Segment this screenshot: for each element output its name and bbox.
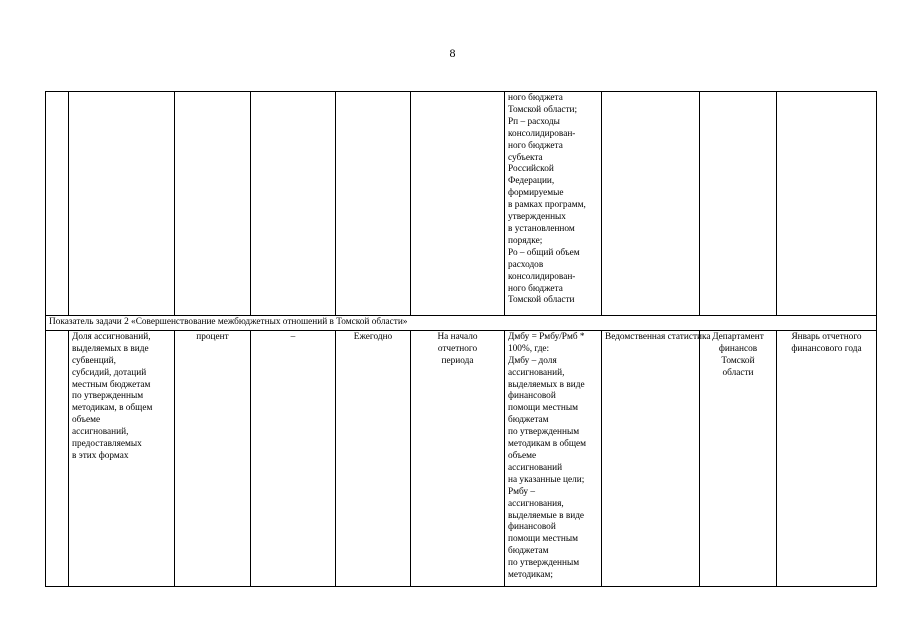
method-line: помощи местным bbox=[508, 534, 578, 545]
method-line: ассигнований, bbox=[508, 367, 565, 378]
method-line: Томской области; bbox=[508, 104, 578, 115]
method-line: бюджетам bbox=[508, 415, 549, 426]
indicator-method bbox=[505, 330, 602, 586]
method-line: Рп – расходы bbox=[508, 116, 560, 127]
method-line: ного бюджета bbox=[508, 140, 563, 151]
method-line: Рмбу – bbox=[508, 486, 536, 497]
method-line: помощи местным bbox=[508, 403, 578, 414]
indicator-name-line: выделяемых в виде bbox=[72, 343, 149, 354]
indicator-unit: процент bbox=[175, 330, 251, 586]
basic-indicator-line: На начало bbox=[437, 331, 478, 342]
method-line: Дмбу = Рмбу/Рмб * bbox=[508, 331, 585, 342]
method-line: выделяемые в виде bbox=[508, 510, 585, 521]
method-line: на указанные цели; bbox=[508, 474, 585, 485]
indicator-responsible bbox=[700, 330, 777, 586]
method-line: Дмбу – доля bbox=[508, 355, 557, 366]
method-line: выделяемых в виде bbox=[508, 379, 585, 390]
responsible-line: области bbox=[722, 367, 754, 378]
cell-responsible bbox=[700, 92, 777, 316]
cell-deadline bbox=[777, 92, 877, 316]
indicator-name-line: объеме bbox=[72, 415, 101, 426]
indicator-name-line: субвенций, bbox=[72, 355, 116, 366]
method-line: методикам в общем bbox=[508, 439, 587, 450]
method-line: ассигнований bbox=[508, 462, 563, 473]
method-line: ассигнования, bbox=[508, 498, 564, 509]
method-line: консолидирован- bbox=[508, 271, 576, 282]
indicator-name-line: ассигнований, bbox=[72, 427, 129, 438]
indicator-name-line: Доля ассигнований, bbox=[72, 331, 151, 342]
method-line: порядке; bbox=[508, 235, 543, 246]
indicator-dash: – bbox=[251, 330, 336, 586]
indicator-source: Ведомственная статистика bbox=[602, 330, 700, 586]
table-row-continuation bbox=[46, 92, 877, 316]
method-line: формируемые bbox=[508, 188, 564, 199]
method-line: по утвержденным bbox=[508, 558, 580, 569]
method-line: Ро – общий объем bbox=[508, 247, 580, 258]
indicators-table bbox=[45, 91, 877, 587]
method-line: ного бюджета bbox=[508, 283, 563, 294]
responsible-line: Томской bbox=[721, 355, 755, 366]
deadline-line: Январь отчетного bbox=[791, 331, 862, 342]
indicator-name-line: субсидий, дотаций bbox=[72, 367, 147, 378]
cell-type bbox=[251, 92, 336, 316]
indicator-name-line: местным бюджетам bbox=[72, 379, 151, 390]
indicator-name-line: методикам, в общем bbox=[72, 403, 153, 414]
indicator-deadline bbox=[777, 330, 877, 586]
page-number: 8 bbox=[449, 46, 456, 60]
cell-name bbox=[69, 92, 175, 316]
indicator-name-line: в этих формах bbox=[72, 450, 129, 461]
method-line: Российской bbox=[508, 164, 554, 175]
method-line: ного бюджета bbox=[508, 93, 563, 103]
method-line: Федерации, bbox=[508, 176, 555, 187]
method-line: по утвержденным bbox=[508, 427, 580, 438]
indicator-name-line: предоставляемых bbox=[72, 439, 142, 450]
responsible-line: финансов bbox=[718, 343, 758, 354]
cell-unit bbox=[175, 92, 251, 316]
method-line: Томской области bbox=[508, 295, 575, 306]
method-line: расходов bbox=[508, 259, 544, 270]
table-row-indicator bbox=[46, 330, 877, 586]
indicator-name-line: по утвержденным bbox=[72, 391, 144, 402]
cell-basic-indicators bbox=[411, 92, 505, 316]
method-line: консолидирован- bbox=[508, 128, 576, 139]
indicator-frequency: Ежегодно bbox=[336, 330, 411, 586]
basic-indicator-line: отчетного bbox=[437, 343, 478, 354]
method-line: в рамках программ, bbox=[508, 200, 586, 211]
cell-frequency bbox=[336, 92, 411, 316]
table-row-section-header bbox=[46, 316, 877, 331]
method-line: методикам; bbox=[508, 570, 554, 581]
method-line: субъекта bbox=[508, 152, 543, 163]
cell-calculation-method bbox=[505, 92, 602, 316]
responsible-line: Департамент bbox=[712, 331, 764, 342]
method-line: финансовой bbox=[508, 391, 556, 402]
cell-data-source bbox=[602, 92, 700, 316]
indicator-name bbox=[69, 330, 175, 586]
method-line: утвержденных bbox=[508, 212, 566, 223]
section-header: Показатель задачи 2 «Совершенствование межбюджетных отношений в Томской области» bbox=[46, 316, 877, 331]
method-line: объеме bbox=[508, 450, 537, 461]
method-line: бюджетам bbox=[508, 546, 549, 557]
method-line: в установленном bbox=[508, 223, 575, 234]
deadline-line: финансового года bbox=[791, 343, 862, 354]
cell-number bbox=[46, 330, 69, 586]
basic-indicator-line: периода bbox=[441, 355, 474, 366]
method-line: 100%, где: bbox=[508, 343, 550, 354]
indicator-basic bbox=[411, 330, 505, 586]
cell-number bbox=[46, 92, 69, 316]
method-line: финансовой bbox=[508, 522, 556, 533]
